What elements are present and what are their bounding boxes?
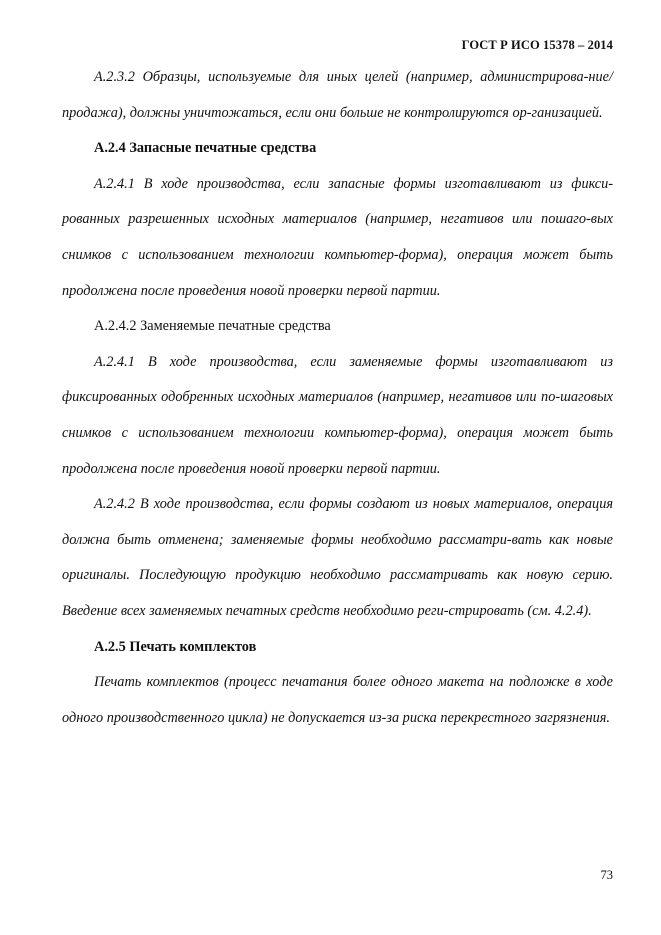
paragraph-a2-4-1-replaceable: А.2.4.1 В ходе производства, если заменяемые формы изготавливают из фиксированных одобренных исходных материалов (например, негативов или по-шаговых снимков с использованием технологии компьютер-форма), операция может быть продолжена после проведения новой проверки первой партии. [62, 353, 613, 477]
paragraph-a2-3-2: А.2.3.2 Образцы, используемые для иных целей (например, администрирова-ние/продажа), должны уничтожаться, если они больше не контролируются ор-ганизацией. [62, 69, 613, 121]
paragraph-a2-4-1-spare: А.2.4.1 В ходе производства, если запасные формы изготавливают из фикси-рованных разрешенных исходных материалов (например, негативов или пошаго-вых снимков с использованием технологии компьютер-форма), операция может быть продолжена после проведения новой проверки первой партии. [62, 175, 613, 299]
heading-a2-4: А.2.4 Запасные печатные средства [94, 140, 317, 157]
document-body [62, 60, 613, 736]
paragraph-a2-4-2-new-materials: А.2.4.2 В ходе производства, если формы создают из новых материалов, операция должна быть отменена; заменяемые формы необходимо рассматри-вать как новые оригиналы. Последующую продукцию необходимо рассматривать как новую серию. Введение всех заменяемых печатных средств необходимо реги-стрировать (см. 4.2.4). [62, 496, 613, 619]
document-header: ГОСТ Р ИСО 15378 – 2014 [461, 38, 613, 52]
heading-a2-4-2: А.2.4.2 Заменяемые печатные средства [94, 318, 331, 335]
paragraph-a2-5: Печать комплектов (процесс печатания более одного макета на подложке в ходе одного производственного цикла) не допускается из-за риска перекрестного загрязнения. [62, 674, 613, 726]
page-number: 73 [600, 868, 613, 882]
heading-a2-5: А.2.5 Печать комплектов [94, 638, 257, 655]
